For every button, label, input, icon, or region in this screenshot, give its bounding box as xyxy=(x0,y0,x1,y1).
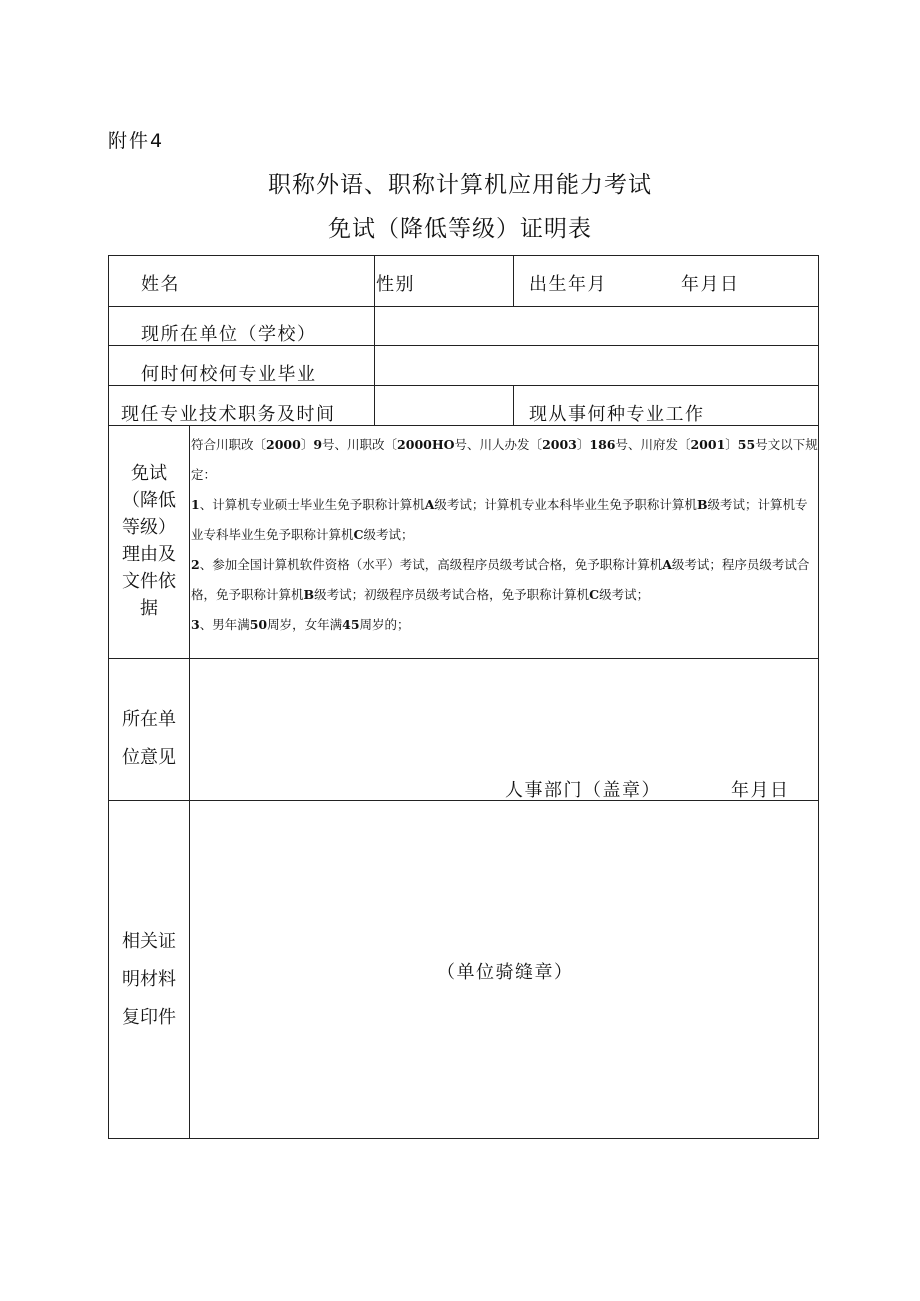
reason-intro: 符合川职改〔2000〕9号、川职改〔2000HO号、川人办发〔2003〕186号、川府发〔2001〕55号文以下规定： xyxy=(191,437,818,482)
reason-item-1: 1、计算机专业硕士毕业生免予职称计算机A级考试；计算机专业本科毕业生免予职称计算机B级考试；计算机专业专科毕业生免予职称计算机C级考试； xyxy=(191,497,808,542)
column-divider xyxy=(513,256,514,306)
unit-label: 现所在单位（学校） xyxy=(141,324,317,345)
attachment-number: 附件4 xyxy=(108,130,165,152)
row-divider xyxy=(109,800,818,801)
hr-date-placeholder: 年月日 xyxy=(731,780,790,801)
certificate-form-table xyxy=(108,255,819,1139)
column-divider xyxy=(374,256,375,425)
column-divider xyxy=(189,425,190,1138)
gender-label: 性别 xyxy=(376,274,415,295)
supporting-materials-label: 相关证 明材料 复印件 xyxy=(122,931,176,1028)
current-work-label: 现从事何种专业工作 xyxy=(529,404,705,425)
exemption-reason-text xyxy=(191,430,819,640)
graduation-label: 何时何校何专业毕业 xyxy=(141,364,317,385)
row-divider xyxy=(109,658,818,659)
form-title-line2: 免试（降低等级）证明表 xyxy=(328,216,592,242)
seal-note: （单位骑缝章） xyxy=(437,962,574,983)
form-title-line1: 职称外语、职称计算机应用能力考试 xyxy=(268,172,652,198)
unit-opinion-label: 所在单 位意见 xyxy=(122,709,176,768)
reason-item-2: 2、参加全国计算机软件资格（水平）考试，高级程序员级考试合格，免予职称计算机A级考试；程序员级考试合格，免予职称计算机B级考试；初级程序员级考试合格，免予职称计算机C级考试； xyxy=(191,557,810,602)
reason-item-3: 3、男年满50周岁，女年满45周岁的； xyxy=(191,617,410,632)
birth-label: 出生年月 xyxy=(529,274,607,295)
name-label: 姓名 xyxy=(141,274,180,295)
hr-stamp-label: 人事部门（盖章） xyxy=(505,780,661,801)
birth-date-placeholder: 年月日 xyxy=(681,274,740,295)
job-title-label: 现任专业技术职务及时间 xyxy=(121,404,336,425)
reason-label: 免试 （降低 等级） 理由及 文件依 据 xyxy=(122,463,176,619)
column-divider xyxy=(513,385,514,425)
row-divider xyxy=(109,306,818,307)
